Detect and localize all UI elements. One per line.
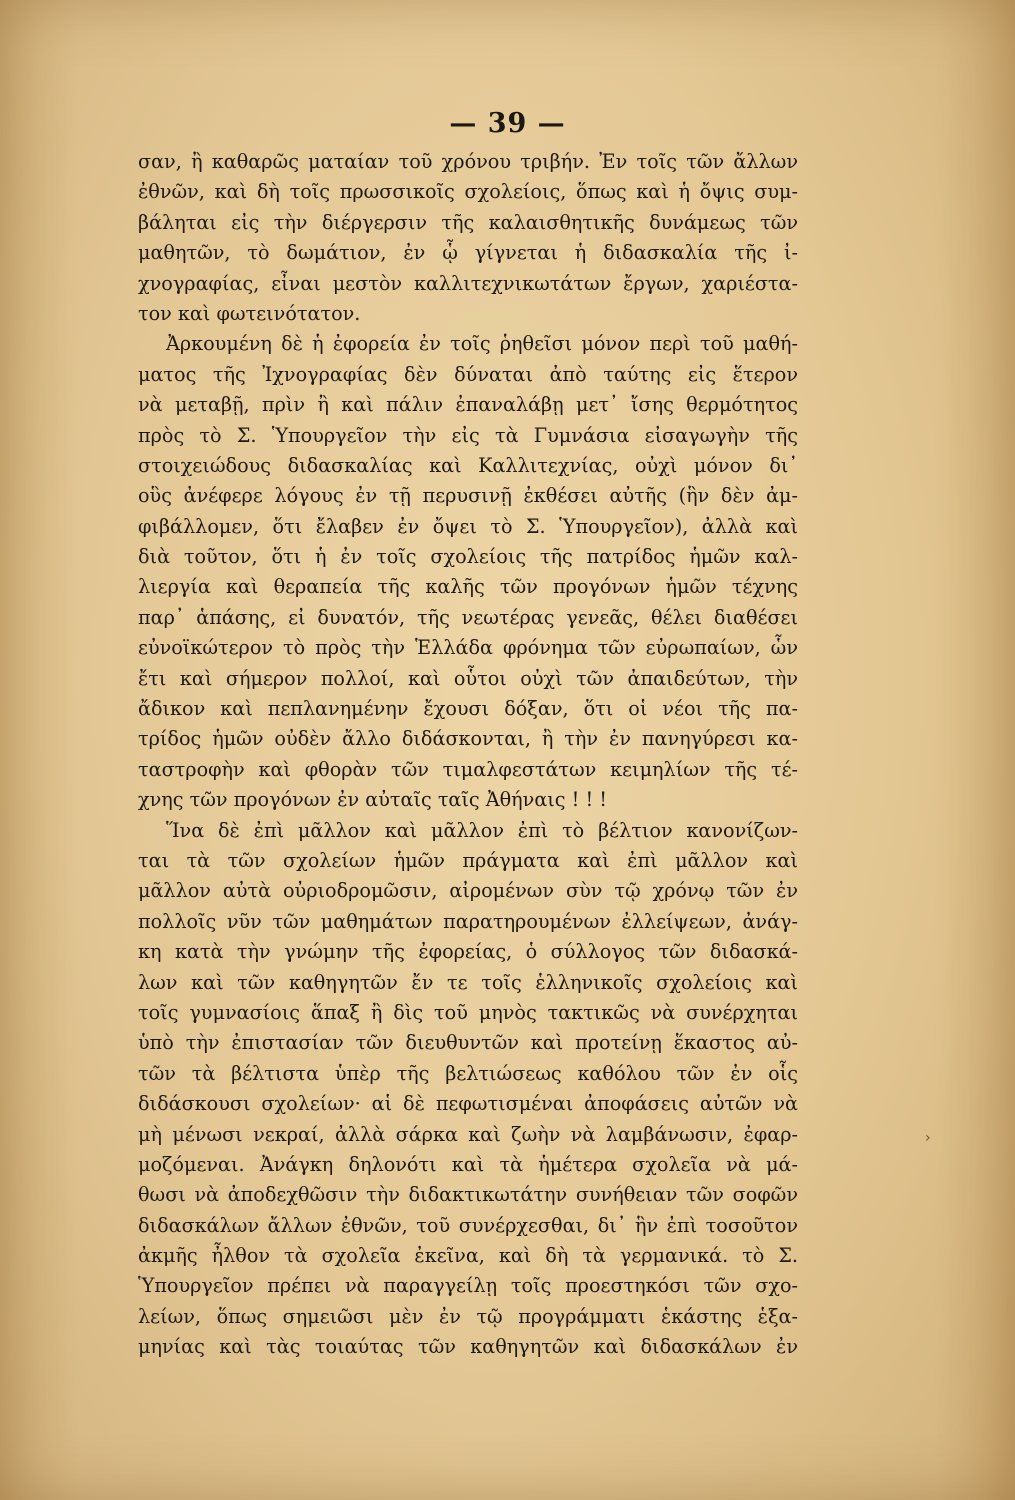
text-line: σαν, ἢ καθαρῶς ματαίαν τοῦ χρόνου τριβήν. Ἐν τοῖς τῶν ἄλλων xyxy=(138,150,798,173)
text-line: διὰ τοῦτον, ὅτι ἡ ἐν τοῖς σχολείοις τῆς πατρίδος ἡμῶν καλ- xyxy=(138,545,798,569)
text-line: Ὑπουργεῖον πρέπει νὰ παραγγείλῃ τοῖς προεστηκόσι τῶν σχο- xyxy=(138,1274,798,1298)
text-line: μᾶλλον αὐτὰ οὐριοδρομῶσιν, αἰρομένων σὺν τῷ χρόνῳ τῶν ἐν xyxy=(138,879,798,903)
text-line: ματος τῆς Ἰχνογραφίας δὲν δύναται ἀπὸ ταύτης εἰς ἕτερον xyxy=(138,362,798,386)
text-line: ται τὰ τῶν σχολείων ἡμῶν πράγματα καὶ ἐπὶ μᾶλλον καὶ xyxy=(138,848,798,872)
text-line: νὰ μεταβῇ, πρὶν ἢ καὶ πάλιν ἐπαναλάβῃ μετ᾽ ἴσης θερμότητος xyxy=(138,393,798,417)
text-line: στοιχειώδους διδασκαλίας καὶ Καλλιτεχνίας, οὐχὶ μόνον δι᾽ xyxy=(138,453,798,477)
text-line: ἄδικον καὶ πεπλανημένην ἔχουσι δόξαν, ὅτι οἱ νέοι τῆς πα- xyxy=(138,697,798,721)
text-line: θωσι νὰ ἀποδεχθῶσιν τὴν διδακτικωτάτην συνήθειαν τῶν σοφῶν xyxy=(138,1183,798,1207)
text-line: χνογραφίας, εἶναι μεστὸν καλλιτεχνικωτάτων ἔργων, χαριέστα- xyxy=(138,271,798,295)
text-line: λείων, ὅπως σημειῶσι μὲν ἐν τῷ προγράμματι ἑκάστης ἑξα- xyxy=(138,1304,798,1328)
body-text xyxy=(138,147,798,1363)
text-line: πρὸς τὸ Σ. Ὑπουργεῖον τὴν εἰς τὰ Γυμνάσια εἰσαγωγὴν τῆς xyxy=(138,423,798,447)
text-line: χνης τῶν προγόνων ἐν αὐταῖς ταῖς Ἀθήναις ! ! ! xyxy=(138,788,607,812)
text-line: φιβάλλομεν, ὅτι ἔλαβεν ἐν ὄψει τὸ Σ. Ὑπουργεῖον), ἀλλὰ καὶ xyxy=(138,514,798,538)
text-line: τον καὶ φωτεινότατον. xyxy=(138,301,361,325)
text-line: βάληται εἰς τὴν διέργερσιν τῆς καλαισθητικῆς δυνάμεως τῶν xyxy=(138,210,798,234)
text-line: τρίδος ἡμῶν οὐδὲν ἄλλο διδάσκονται, ἢ τὴν ἐν πανηγύρεσι κα- xyxy=(138,727,798,751)
text-line: ἔτι καὶ σήμερον πολλοί, καὶ οὗτοι οὐχὶ τῶν ἀπαιδεύτων, τὴν xyxy=(138,666,798,690)
text-line: παρ᾽ ἁπάσης, εἰ δυνατόν, τῆς νεωτέρας γενεᾶς, θέλει διαθέσει xyxy=(138,605,798,629)
text-line: λιεργία καὶ θεραπεία τῆς καλῆς τῶν προγόνων ἡμῶν τέχνης xyxy=(138,575,798,599)
text-line: μαθητῶν, τὸ δωμάτιον, ἐν ᾧ γίγνεται ἡ διδασκαλία τῆς ἰ- xyxy=(138,241,798,265)
text-line: ὑπὸ τὴν ἐπιστασίαν τῶν διευθυντῶν καὶ προτείνῃ ἕκαστος αὐ- xyxy=(138,1031,798,1055)
text-line: οὓς ἀνέφερε λόγους ἐν τῇ περυσινῇ ἐκθέσει αὐτῆς (ἣν δὲν ἀμ- xyxy=(138,484,798,508)
text-line: ἐθνῶν, καὶ δὴ τοῖς πρωσσικοῖς σχολείοις, ὅπως καὶ ἡ ὄψις συμ- xyxy=(138,180,798,204)
text-line: διδασκάλων ἄλλων ἐθνῶν, τοῦ συνέρχεσθαι, δι᾽ ἣν ἐπὶ τοσοῦτον xyxy=(138,1213,798,1237)
text-line: κη κατὰ τὴν γνώμην τῆς ἐφορείας, ὁ σύλλογος τῶν διδασκά- xyxy=(138,940,798,964)
page-number: — 39 — xyxy=(449,108,566,139)
text-line: τοῖς γυμνασίοις ἅπαξ ἢ δὶς τοῦ μηνὸς τακτικῶς νὰ συνέρχηται xyxy=(138,1000,798,1024)
text-line: ἀκμῆς ἦλθον τὰ σχολεῖα ἐκεῖνα, καὶ δὴ τὰ γερμανικά. τὸ Σ. xyxy=(138,1244,798,1268)
text-line: διδάσκουσι σχολείων· αἱ δὲ πεφωτισμέναι ἀποφάσεις αὐτῶν νὰ xyxy=(138,1092,798,1116)
paragraph-start-line: Ἵνα δὲ ἐπὶ μᾶλλον καὶ μᾶλλον ἐπὶ τὸ βέλτιον κανονίζων- xyxy=(166,818,798,842)
text-line: πολλοῖς νῦν τῶν μαθημάτων παρατηρουμένων ἐλλείψεων, ἀνάγ- xyxy=(138,909,798,933)
text-line: μοζόμεναι. Ἀνάγκη δηλονότι καὶ τὰ ἡμέτερα σχολεῖα νὰ μά- xyxy=(138,1152,798,1176)
text-line: λων καὶ τῶν καθηγητῶν ἔν τε τοῖς ἑλληνικοῖς σχολείοις καὶ xyxy=(138,970,798,994)
text-line: μηνίας καὶ τὰς τοιαύτας τῶν καθηγητῶν καὶ διδασκάλων ἐν xyxy=(138,1335,798,1359)
paragraph-start-line: Ἀρκουμένη δὲ ἡ ἐφορεία ἐν τοῖς ῥηθεῖσι μόνον περὶ τοῦ μαθή- xyxy=(166,332,798,356)
margin-mark: › xyxy=(925,1130,931,1146)
text-line: ταστροφὴν καὶ φθορὰν τῶν τιμαλφεστάτων κειμηλίων τῆς τέ- xyxy=(138,757,798,781)
text-line: τῶν τὰ βέλτιστα ὑπὲρ τῆς βελτιώσεως καθόλου τῶν ἐν οἷς xyxy=(138,1061,798,1085)
text-line: εὐνοϊκώτερον τὸ πρὸς τὴν Ἑλλάδα φρόνημα τῶν εὐρωπαίων, ὧν xyxy=(138,636,798,660)
text-line: μὴ μένωσι νεκραί, ἀλλὰ σάρκα καὶ ζωὴν νὰ λαμβάνωσιν, ἐφαρ- xyxy=(138,1122,798,1146)
